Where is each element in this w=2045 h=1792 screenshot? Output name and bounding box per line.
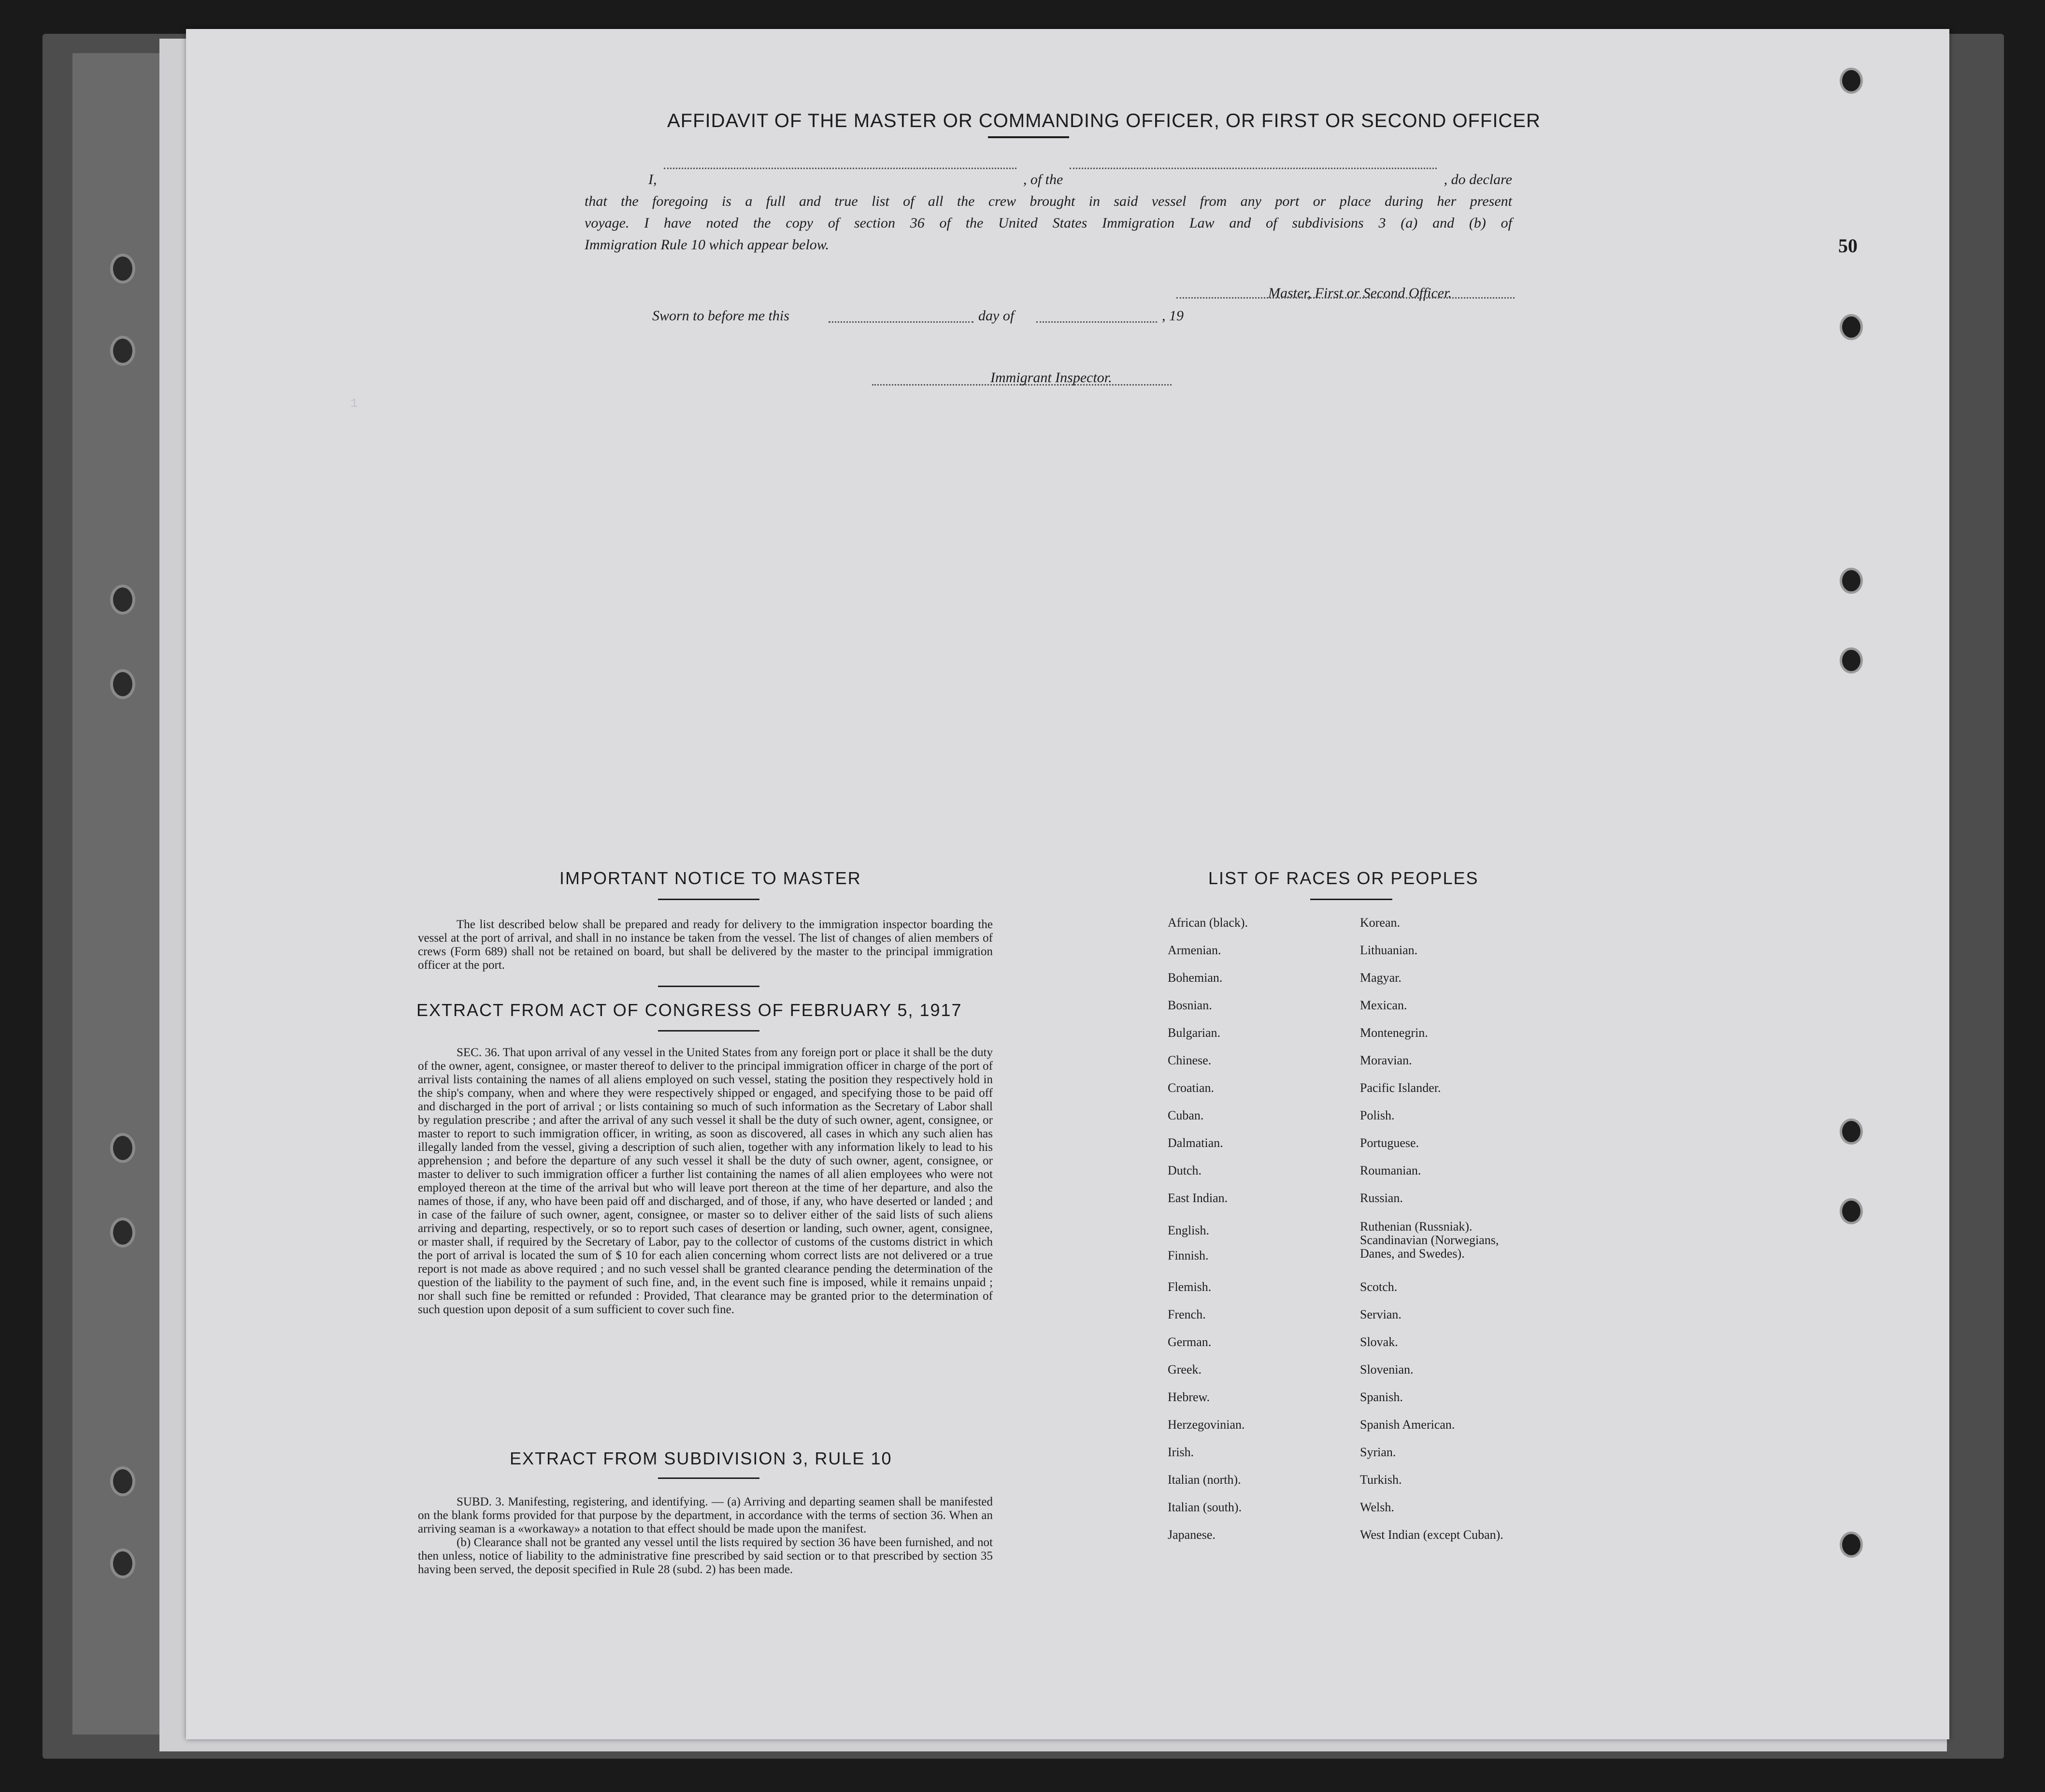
- race-entry: French.: [1168, 1307, 1206, 1321]
- race-entry: Scandinavian (Norwegians,: [1360, 1233, 1499, 1247]
- sworn-label: Sworn to before me this: [652, 308, 789, 324]
- race-entry: Spanish.: [1360, 1390, 1403, 1404]
- extract-rule-text: [418, 1495, 993, 1577]
- race-entry: Armenian.: [1168, 943, 1221, 957]
- race-entry: Syrian.: [1360, 1445, 1396, 1459]
- race-entry: Bohemian.: [1168, 971, 1223, 985]
- race-entry: Scotch.: [1360, 1280, 1398, 1294]
- race-entry: Ruthenian (Russniak).: [1360, 1219, 1473, 1233]
- race-entry: Mexican.: [1360, 998, 1407, 1012]
- races-rule: [1310, 899, 1392, 900]
- race-entry: Hebrew.: [1168, 1390, 1210, 1404]
- punch-hole: [1840, 1198, 1863, 1224]
- race-entry: German.: [1168, 1335, 1212, 1349]
- race-entry: Korean.: [1360, 916, 1401, 930]
- binder-ring: [110, 585, 135, 615]
- month-blank: [1036, 321, 1157, 323]
- race-entry: Bosnian.: [1168, 998, 1212, 1012]
- binder-ring: [110, 254, 135, 284]
- master-signature-label: Master, First or Second Officer.: [1268, 285, 1452, 301]
- race-entry: Flemish.: [1168, 1280, 1212, 1294]
- punch-hole: [1840, 1532, 1863, 1558]
- race-entry: English.: [1168, 1223, 1209, 1237]
- day-of-label: day of: [978, 308, 1015, 324]
- affidavit-line-3: voyage. I have noted the copy of section 36 of the United States Immigration Law and of subdivisions 3 (a) and (b) of: [585, 215, 1512, 231]
- extract-act-text: [418, 1046, 993, 1317]
- sworn-day-blank: [829, 321, 973, 323]
- punch-hole: [1840, 314, 1863, 340]
- race-entry: Bulgarian.: [1168, 1026, 1221, 1040]
- notice-rule: [658, 899, 759, 900]
- race-entry: Slovenian.: [1360, 1362, 1414, 1376]
- race-entry: Chinese.: [1168, 1053, 1212, 1067]
- bleed-through-text: 1: [350, 396, 1715, 411]
- binder-ring: [110, 1466, 135, 1496]
- affidavit-line-4: Immigration Rule 10 which appear below.: [585, 237, 829, 253]
- race-entry: Finnish.: [1168, 1248, 1209, 1262]
- master-signature-line: [1176, 297, 1515, 299]
- extract-act-rule: [658, 1030, 759, 1032]
- affidavit-line-1: [585, 172, 1512, 188]
- race-entry: Dalmatian.: [1168, 1136, 1223, 1150]
- race-entry: East Indian.: [1168, 1191, 1228, 1205]
- race-entry: Herzegovinian.: [1168, 1418, 1245, 1432]
- race-entry: Montenegrin.: [1360, 1026, 1428, 1040]
- margin-number: 50: [1838, 235, 1858, 257]
- race-entry: Lithuanian.: [1360, 943, 1418, 957]
- notice-rule-bottom: [658, 986, 759, 987]
- race-entry: Russian.: [1360, 1191, 1403, 1205]
- races-title: LIST OF RACES OR PEOPLES: [1208, 868, 1479, 888]
- race-entry: Croatian.: [1168, 1081, 1215, 1095]
- manifest-page: [186, 29, 1949, 1739]
- race-entry: Cuban.: [1168, 1108, 1204, 1122]
- affidavit-of-the: , of the: [1023, 172, 1063, 187]
- race-entry: Slovak.: [1360, 1335, 1398, 1349]
- punch-hole: [1840, 647, 1863, 674]
- race-entry: Dutch.: [1168, 1163, 1202, 1177]
- affidavit-line-2: that the foregoing is a full and true list of all the crew brought in said vessel from any port or place during her present: [585, 193, 1512, 209]
- race-entry: Magyar.: [1360, 971, 1401, 985]
- notice-text: [418, 918, 993, 972]
- race-entry: Pacific Islander.: [1360, 1081, 1441, 1095]
- race-entry: Polish.: [1360, 1108, 1395, 1122]
- affidavit-i: I,: [648, 172, 657, 187]
- inspector-label: Immigrant Inspector.: [990, 370, 1112, 386]
- race-entry: Italian (north).: [1168, 1473, 1241, 1487]
- binder-ring: [110, 669, 135, 699]
- race-entry: Roumanian.: [1360, 1163, 1421, 1177]
- extract-rule-title: EXTRACT FROM SUBDIVISION 3, RULE 10: [510, 1448, 892, 1468]
- race-entry: Spanish American.: [1360, 1418, 1455, 1432]
- binder-ring: [110, 336, 135, 366]
- punch-hole: [1840, 568, 1863, 594]
- title-rule: [988, 136, 1069, 138]
- race-entry: Greek.: [1168, 1362, 1202, 1376]
- race-entry: African (black).: [1168, 916, 1248, 930]
- race-entry: Japanese.: [1168, 1528, 1216, 1542]
- section-36-paragraph: SEC. 36. That upon arrival of any vessel in the United States from any foreign port or place it shall be the duty of the owner, agent, consignee, or master thereof to deliver to the principal immigration officer in charge of the port of arrival lists containing the names of all aliens employed on such vessel, stating the position they respectively hold in the ship's company, when and where they were respectively shipped or engaged, and specifying those to be paid off and discharged in the port of arrival ; or lists containing so much of such information as the Secretary of Labor shall by regulation prescribe ; and after the arrival of any such vessel it shall be the duty of such owner, agent, consignee, or master to report to such immigration officer, in writing, as soon as discovered, all cases in which any such alien has illegally landed from the vessel, giving a description of such alien, together with any information likely to lead to his apprehension ; and before the departure of any such vessel it shall be the duty of such owner, agent, consignee, or master to deliver to such immigration officer a further list containing the names of all alien employees who were not employed thereon at the time of the arrival but who will leave port thereon at the time of her departure, and also the names of those, if any, who have been paid off and discharged, and of those, if any, who have deserted or landed ; and in case of the failure of such owner, agent, consignee, or master so to deliver either of the said lists of such aliens arriving and departing, respectively, or so to report such cases of desertion or landing, such owner, agent, consignee, or master shall, if required by the Secretary of Labor, pay to the collector of customs of the customs district in which the port of arrival is located the sum of $ 10 for each alien concerning whom correct lists are not delivered or a true report is not made as above required ; and no such vessel shall be granted clearance pending the determination of the question of the liability to the payment of such fine, and, in the event such fine is imposed, while it remains unpaid ; nor shall such fine be remitted or refunded : Provided, That clearance may be granted prior to the determination of such question upon deposit of a sum sufficient to cover such fine.: [418, 1046, 993, 1316]
- race-entry: Turkish.: [1360, 1473, 1402, 1487]
- binder-ring: [110, 1218, 135, 1247]
- race-entry: Danes, and Swedes).: [1360, 1247, 1465, 1261]
- binder-ring: [110, 1133, 135, 1163]
- race-entry: Portuguese.: [1360, 1136, 1419, 1150]
- notice-title: IMPORTANT NOTICE TO MASTER: [559, 868, 861, 888]
- race-entry: Italian (south).: [1168, 1500, 1242, 1514]
- year-label: , 19: [1162, 308, 1184, 324]
- race-entry: Irish.: [1168, 1445, 1194, 1459]
- punch-hole: [1840, 68, 1863, 94]
- punch-hole: [1840, 1118, 1863, 1145]
- name-blank: [664, 168, 1016, 169]
- binder-ring: [110, 1548, 135, 1578]
- extract-rule-rule: [658, 1477, 759, 1479]
- affidavit-do-declare: , do declare: [1444, 172, 1512, 187]
- extract-act-title: EXTRACT FROM ACT OF CONGRESS OF FEBRUARY 5, 1917: [416, 1000, 962, 1020]
- race-entry: Welsh.: [1360, 1500, 1394, 1514]
- race-entry: Servian.: [1360, 1307, 1401, 1321]
- rule-paragraph-a: SUBD. 3. Manifesting, registering, and identifying. — (a) Arriving and departing seamen shall be manifested on the blank forms provided for that purpose by the department, in accordance with the terms of section 36. When an arriving seaman is a «workaway» a notation to that effect should be made upon the manifest.: [418, 1495, 993, 1535]
- position-blank: [1070, 168, 1437, 169]
- notice-paragraph: The list described below shall be prepared and ready for delivery to the immigration inspector boarding the vessel at the port of arrival, and shall in no instance be taken from the vessel. The list of changes of alien members of crews (Form 689) shall not be retained on board, but shall be delivered by the master to the principal immigration officer at the port.: [418, 918, 993, 972]
- affidavit-title: AFFIDAVIT OF THE MASTER OR COMMANDING OFFICER, OR FIRST OR SECOND OFFICER: [667, 110, 1541, 131]
- race-entry: West Indian (except Cuban).: [1360, 1528, 1503, 1542]
- race-entry: Moravian.: [1360, 1053, 1412, 1067]
- rule-paragraph-b: (b) Clearance shall not be granted any vessel until the lists required by section 36 have been furnished, and not then unless, notice of liability to the administrative fine prescribed by said section or to that prescribed by section 35 having been served, the deposit specified in Rule 28 (subd. 2) has been made.: [418, 1536, 993, 1576]
